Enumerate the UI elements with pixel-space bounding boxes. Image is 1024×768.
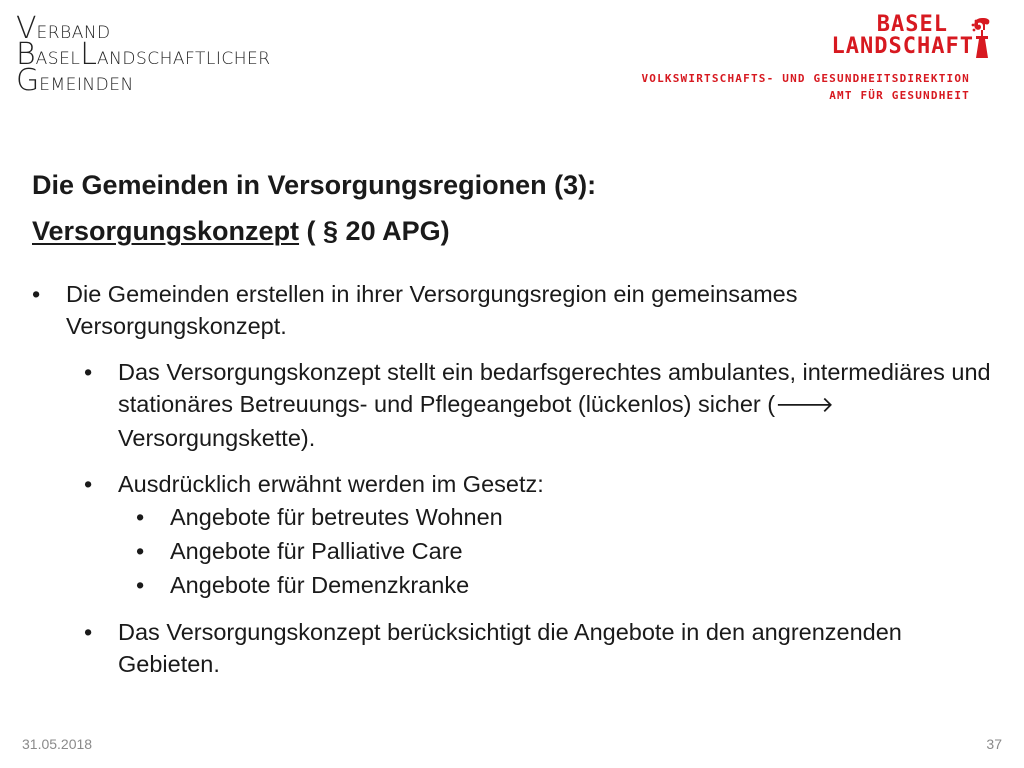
bullet-level2	[84, 356, 992, 454]
slide-title	[32, 162, 992, 254]
vbg-logo-line-1: VERBAND	[16, 11, 111, 46]
bullet-dot: •	[32, 281, 41, 307]
bullet-level1	[32, 278, 992, 342]
bullet-level3	[136, 534, 992, 568]
bullet-dot: •	[84, 619, 93, 645]
bullet-text: Angebote für Demenzkranke	[170, 572, 470, 598]
page-number: 37	[986, 736, 1002, 752]
bullet-level2	[84, 468, 992, 500]
bullet-dot: •	[136, 538, 145, 564]
bullet-dot: •	[84, 359, 93, 385]
bullet-text: Angebote für Palliative Care	[170, 538, 463, 564]
bishop-staff-icon	[970, 16, 994, 60]
bullet-level3	[136, 568, 992, 602]
bullet-level3	[136, 500, 992, 534]
slide-body	[32, 278, 992, 680]
title-line-1: Die Gemeinden in Versorgungsregionen (3):	[32, 170, 597, 200]
bullet-dot: •	[136, 572, 145, 598]
bullet-text: Das Versorgungskonzept berücksichtigt die Angebote in den angrenzenden Gebieten.	[118, 619, 902, 677]
bullet-dot: •	[136, 504, 145, 530]
department-line-1: VOLKSWIRTSCHAFTS- UND GESUNDHEITSDIREKTION	[641, 72, 970, 85]
title-rest: ( § 20 APG)	[299, 216, 450, 246]
logo-word-landschaft: LANDSCHAFT	[831, 34, 974, 59]
logo-word-basel: BASEL	[876, 12, 948, 37]
bullet-level2	[84, 616, 992, 680]
arrow-right-icon: 🡒	[775, 393, 835, 418]
bullet-text: Das Versorgungskonzept stellt ein bedarfsgerechtes ambulantes, intermediäres und stationäres Betreuungs- und Pflegeangebot (lückenlos) sicher (🡒 Versorgungskette).	[118, 359, 991, 451]
vbg-logo	[16, 11, 276, 98]
title-underlined: Versorgungskonzept	[32, 216, 300, 246]
vbg-logo-line-3: GEMEINDEN	[16, 63, 134, 98]
bullet-text: Die Gemeinden erstellen in ihrer Versorgungsregion ein gemeinsames Versorgungskonzept.	[66, 281, 798, 339]
footer-date: 31.05.2018	[22, 736, 93, 752]
bullet-text: Angebote für betreutes Wohnen	[170, 504, 503, 530]
basel-landschaft-logo	[832, 14, 994, 58]
department-line-2: AMT FÜR GESUNDHEIT	[829, 89, 970, 102]
title-line-2	[32, 208, 992, 254]
bullet-text: Ausdrücklich erwähnt werden im Gesetz:	[118, 471, 544, 497]
department-name	[641, 70, 970, 104]
vbg-logo-line-2: BASELLANDSCHAFTLICHER	[16, 37, 271, 72]
bullet-dot: •	[84, 471, 93, 497]
